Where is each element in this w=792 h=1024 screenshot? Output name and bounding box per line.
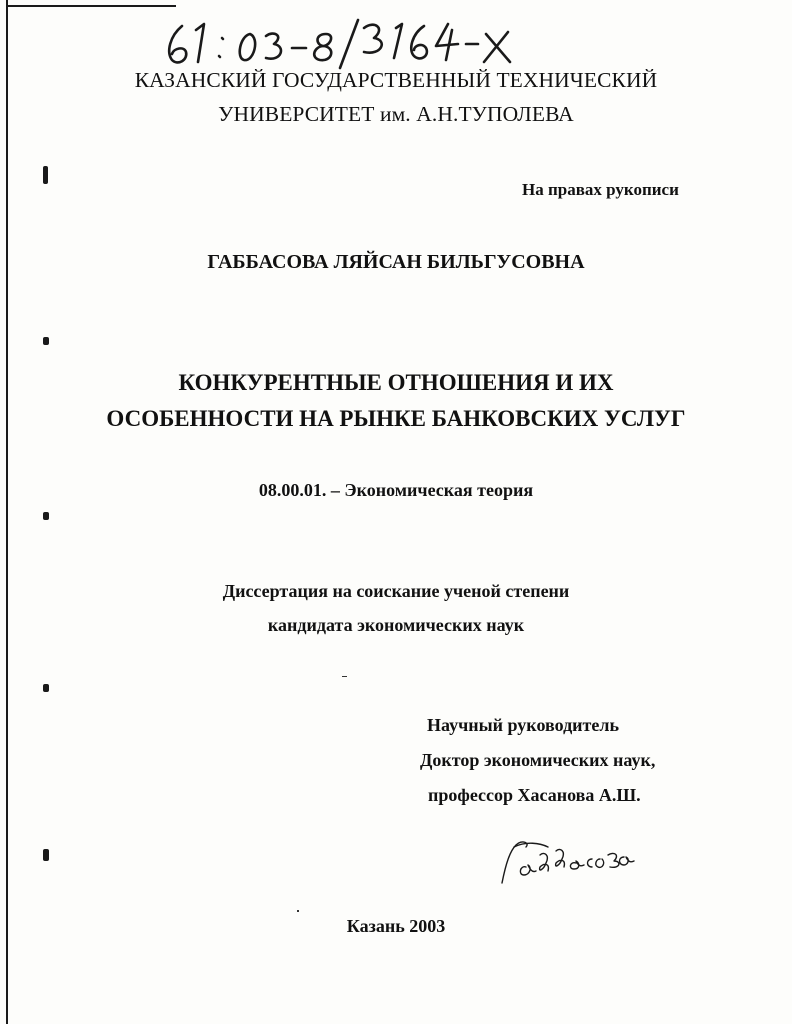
degree-line-2: кандидата экономических наук — [267, 615, 525, 635]
archive-code-handwritten — [160, 12, 520, 70]
author-name: ГАББАСОВА ЛЯЙСАН БИЛЬГУСОВНА — [207, 251, 585, 273]
degree-line-1: Диссертация на соискание ученой степени — [222, 581, 570, 601]
supervisor-degree: Доктор экономических наук, — [420, 750, 656, 770]
binding-mark — [43, 512, 49, 520]
university-line-1: КАЗАНСКИЙ ГОСУДАРСТВЕННЫЙ ТЕХНИЧЕСКИЙ — [134, 68, 658, 92]
dissertation-title-line-1: КОНКУРЕНТНЫЕ ОТНОШЕНИЯ И ИХ — [178, 370, 614, 395]
scan-border-top — [6, 5, 176, 7]
scan-speck — [297, 910, 299, 912]
scan-border-left — [6, 0, 8, 1024]
author-signature — [496, 833, 636, 889]
university-line-2: УНИВЕРСИТЕТ им. А.Н.ТУПОЛЕВА — [218, 102, 574, 126]
specialty-code: 08.00.01. – Экономическая теория — [258, 480, 534, 500]
binding-mark — [43, 684, 49, 692]
binding-mark — [43, 337, 49, 345]
scan-speck — [342, 676, 347, 677]
supervisor-heading: Научный руководитель — [427, 715, 619, 735]
dissertation-title-line-2: ОСОБЕННОСТИ НА РЫНКЕ БАНКОВСКИХ УСЛУГ — [106, 406, 686, 431]
place-year: Казань 2003 — [346, 916, 446, 936]
supervisor-name: профессор Хасанова А.Ш. — [428, 785, 641, 805]
binding-mark — [43, 166, 48, 184]
manuscript-rights: На правах рукописи — [522, 180, 679, 199]
binding-mark — [43, 849, 49, 861]
